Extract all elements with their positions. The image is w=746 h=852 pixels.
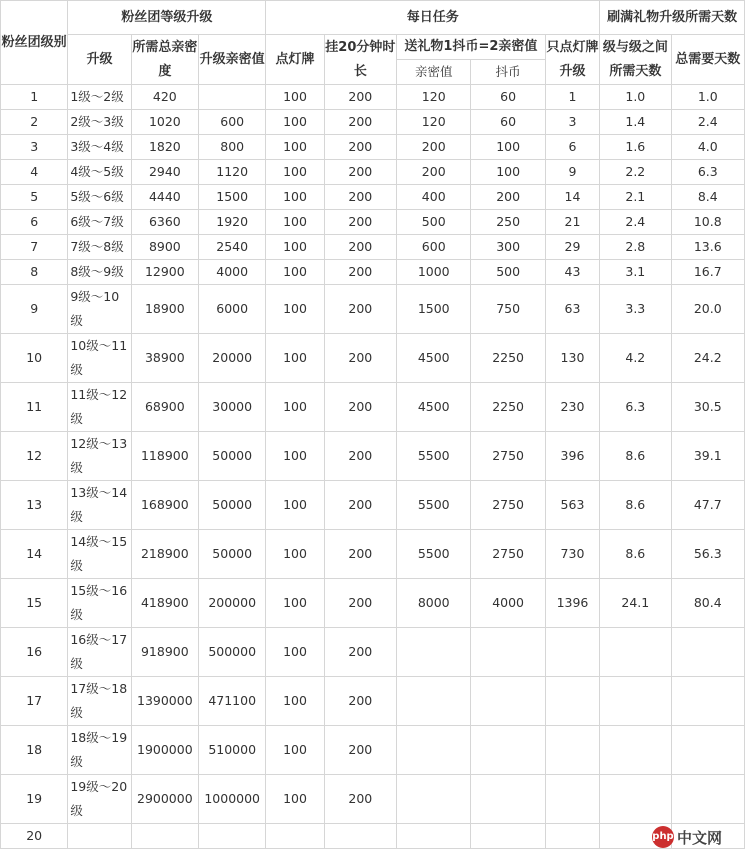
cell-douyin-coin: 250	[471, 210, 545, 235]
cell-days-between: 6.3	[600, 383, 671, 432]
cell-light-badge: 100	[266, 235, 324, 260]
cell-upgrade-intimacy: 6000	[199, 285, 266, 334]
cell-upgrade	[68, 824, 131, 849]
cell-douyin-coin	[471, 628, 545, 677]
cell-light-badge	[266, 824, 324, 849]
table-row	[1, 110, 745, 135]
cell-upgrade-intimacy: 510000	[199, 726, 266, 775]
cell-upgrade-intimacy: 20000	[199, 334, 266, 383]
cell-upgrade: 18级～19级	[68, 726, 131, 775]
table-row	[1, 481, 745, 530]
cell-hang-20min: 200	[324, 775, 396, 824]
cell-upgrade-intimacy: 1920	[199, 210, 266, 235]
cell-hang-20min: 200	[324, 628, 396, 677]
cell-only-light: 563	[545, 481, 599, 530]
cell-light-badge: 100	[266, 210, 324, 235]
header-light-badge: 点灯牌	[266, 35, 324, 85]
cell-level: 1	[1, 85, 68, 110]
cell-level: 20	[1, 824, 68, 849]
cell-only-light: 21	[545, 210, 599, 235]
cell-upgrade-intimacy: 50000	[199, 432, 266, 481]
php-cn-watermark	[652, 824, 744, 850]
header-days-between: 级与级之间所需天数	[600, 35, 671, 85]
cell-light-badge: 100	[266, 110, 324, 135]
cell-upgrade-intimacy: 1500	[199, 185, 266, 210]
cell-total-intimacy: 918900	[131, 628, 198, 677]
cell-total-intimacy	[131, 824, 198, 849]
cell-douyin-coin: 300	[471, 235, 545, 260]
cell-douyin-coin: 750	[471, 285, 545, 334]
cell-upgrade: 3级～4级	[68, 135, 131, 160]
cell-light-badge: 100	[266, 726, 324, 775]
cell-days-between: 8.6	[600, 530, 671, 579]
cell-upgrade: 14级～15级	[68, 530, 131, 579]
cell-hang-20min: 200	[324, 135, 396, 160]
cell-total-intimacy: 2940	[131, 160, 198, 185]
cell-days-between: 1.0	[600, 85, 671, 110]
cell-total-intimacy: 2900000	[131, 775, 198, 824]
cell-level: 15	[1, 579, 68, 628]
cell-total-days	[671, 726, 744, 775]
cell-upgrade-intimacy: 2540	[199, 235, 266, 260]
cell-days-between	[600, 677, 671, 726]
cell-intimacy-value: 500	[397, 210, 471, 235]
cell-total-days: 47.7	[671, 481, 744, 530]
cell-intimacy-value: 1000	[397, 260, 471, 285]
cell-total-days: 1.0	[671, 85, 744, 110]
cell-total-days: 30.5	[671, 383, 744, 432]
table-body	[1, 85, 745, 849]
cell-upgrade: 17级～18级	[68, 677, 131, 726]
cell-only-light: 14	[545, 185, 599, 210]
table-row	[1, 530, 745, 579]
table-row	[1, 285, 745, 334]
cell-level: 9	[1, 285, 68, 334]
cell-intimacy-value	[397, 628, 471, 677]
cell-light-badge: 100	[266, 677, 324, 726]
cell-hang-20min: 200	[324, 726, 396, 775]
cell-total-intimacy: 6360	[131, 210, 198, 235]
cell-intimacy-value: 1500	[397, 285, 471, 334]
cell-only-light	[545, 775, 599, 824]
cell-light-badge: 100	[266, 185, 324, 210]
cell-intimacy-value: 200	[397, 160, 471, 185]
cell-hang-20min: 200	[324, 110, 396, 135]
cell-total-intimacy: 4440	[131, 185, 198, 210]
cell-intimacy-value: 5500	[397, 481, 471, 530]
cell-upgrade: 12级～13级	[68, 432, 131, 481]
cell-total-days: 4.0	[671, 135, 744, 160]
table-row	[1, 726, 745, 775]
cell-upgrade-intimacy	[199, 824, 266, 849]
header-group-upgrade: 粉丝团等级升级	[68, 1, 266, 35]
table-row	[1, 85, 745, 110]
cell-upgrade-intimacy: 600	[199, 110, 266, 135]
table-row	[1, 579, 745, 628]
cell-upgrade-intimacy: 200000	[199, 579, 266, 628]
cell-total-days	[671, 775, 744, 824]
cell-hang-20min: 200	[324, 185, 396, 210]
cell-total-intimacy: 12900	[131, 260, 198, 285]
cell-hang-20min: 200	[324, 677, 396, 726]
table-row	[1, 135, 745, 160]
cell-total-intimacy: 8900	[131, 235, 198, 260]
cell-only-light: 130	[545, 334, 599, 383]
table-row	[1, 260, 745, 285]
cell-upgrade-intimacy: 1000000	[199, 775, 266, 824]
cell-days-between: 1.6	[600, 135, 671, 160]
table-row	[1, 628, 745, 677]
watermark-text: 中文网	[677, 828, 723, 847]
cell-light-badge: 100	[266, 481, 324, 530]
cell-only-light: 730	[545, 530, 599, 579]
cell-total-intimacy: 420	[131, 85, 198, 110]
cell-light-badge: 100	[266, 628, 324, 677]
cell-light-badge: 100	[266, 579, 324, 628]
cell-upgrade-intimacy: 471100	[199, 677, 266, 726]
cell-light-badge: 100	[266, 85, 324, 110]
cell-level: 2	[1, 110, 68, 135]
cell-intimacy-value: 4500	[397, 383, 471, 432]
cell-days-between: 2.4	[600, 210, 671, 235]
cell-upgrade-intimacy	[199, 85, 266, 110]
cell-intimacy-value	[397, 726, 471, 775]
cell-douyin-coin: 100	[471, 135, 545, 160]
cell-douyin-coin: 2250	[471, 383, 545, 432]
cell-total-days: 6.3	[671, 160, 744, 185]
cell-only-light	[545, 824, 599, 849]
cell-only-light: 230	[545, 383, 599, 432]
cell-upgrade: 13级～14级	[68, 481, 131, 530]
cell-only-light: 1396	[545, 579, 599, 628]
table-row	[1, 334, 745, 383]
table-row	[1, 383, 745, 432]
cell-total-days	[671, 677, 744, 726]
cell-upgrade-intimacy: 800	[199, 135, 266, 160]
cell-days-between: 8.6	[600, 481, 671, 530]
cell-hang-20min: 200	[324, 481, 396, 530]
cell-total-days: 56.3	[671, 530, 744, 579]
cell-douyin-coin: 2250	[471, 334, 545, 383]
cell-intimacy-value: 4500	[397, 334, 471, 383]
cell-level: 19	[1, 775, 68, 824]
cell-upgrade: 6级～7级	[68, 210, 131, 235]
cell-douyin-coin: 60	[471, 85, 545, 110]
cell-level: 4	[1, 160, 68, 185]
cell-douyin-coin: 2750	[471, 481, 545, 530]
cell-intimacy-value: 5500	[397, 530, 471, 579]
cell-total-intimacy: 38900	[131, 334, 198, 383]
cell-level: 14	[1, 530, 68, 579]
cell-upgrade: 2级～3级	[68, 110, 131, 135]
cell-hang-20min: 200	[324, 260, 396, 285]
cell-total-intimacy: 168900	[131, 481, 198, 530]
cell-light-badge: 100	[266, 334, 324, 383]
cell-total-intimacy: 68900	[131, 383, 198, 432]
cell-douyin-coin	[471, 775, 545, 824]
header-total-intimacy: 所需总亲密度	[131, 35, 198, 85]
table-row	[1, 185, 745, 210]
cell-days-between: 3.1	[600, 260, 671, 285]
cell-hang-20min: 200	[324, 160, 396, 185]
cell-upgrade: 4级～5级	[68, 160, 131, 185]
cell-level: 6	[1, 210, 68, 235]
cell-hang-20min: 200	[324, 235, 396, 260]
cell-hang-20min: 200	[324, 383, 396, 432]
cell-total-intimacy: 1390000	[131, 677, 198, 726]
table-row	[1, 432, 745, 481]
cell-days-between: 1.4	[600, 110, 671, 135]
cell-light-badge: 100	[266, 530, 324, 579]
cell-days-between: 4.2	[600, 334, 671, 383]
cell-light-badge: 100	[266, 260, 324, 285]
header-intimacy-value: 亲密值	[397, 60, 471, 85]
cell-total-days: 13.6	[671, 235, 744, 260]
cell-days-between: 2.1	[600, 185, 671, 210]
cell-level: 12	[1, 432, 68, 481]
cell-upgrade: 8级～9级	[68, 260, 131, 285]
table-row	[1, 235, 745, 260]
cell-light-badge: 100	[266, 775, 324, 824]
cell-douyin-coin: 2750	[471, 530, 545, 579]
cell-only-light	[545, 677, 599, 726]
cell-only-light: 396	[545, 432, 599, 481]
cell-only-light: 1	[545, 85, 599, 110]
cell-hang-20min: 200	[324, 432, 396, 481]
cell-upgrade: 11级～12级	[68, 383, 131, 432]
cell-douyin-coin	[471, 726, 545, 775]
cell-total-intimacy: 1900000	[131, 726, 198, 775]
cell-only-light	[545, 628, 599, 677]
header-group-gift: 刷满礼物升级所需天数	[600, 1, 745, 35]
header-douyin-coin: 抖币	[471, 60, 545, 85]
cell-days-between: 3.3	[600, 285, 671, 334]
header-only-light: 只点灯牌升级	[545, 35, 599, 85]
cell-douyin-coin: 60	[471, 110, 545, 135]
cell-light-badge: 100	[266, 135, 324, 160]
cell-intimacy-value: 8000	[397, 579, 471, 628]
cell-days-between	[600, 726, 671, 775]
cell-upgrade-intimacy: 50000	[199, 481, 266, 530]
cell-hang-20min: 200	[324, 334, 396, 383]
cell-upgrade-intimacy: 50000	[199, 530, 266, 579]
header-group-daily: 每日任务	[266, 1, 600, 35]
cell-total-days: 8.4	[671, 185, 744, 210]
table-row	[1, 775, 745, 824]
cell-hang-20min: 200	[324, 85, 396, 110]
cell-total-days: 20.0	[671, 285, 744, 334]
cell-douyin-coin: 4000	[471, 579, 545, 628]
cell-intimacy-value: 120	[397, 85, 471, 110]
cell-only-light: 29	[545, 235, 599, 260]
cell-total-intimacy: 418900	[131, 579, 198, 628]
cell-only-light: 63	[545, 285, 599, 334]
cell-intimacy-value: 5500	[397, 432, 471, 481]
cell-upgrade: 15级～16级	[68, 579, 131, 628]
cell-level: 13	[1, 481, 68, 530]
cell-level: 7	[1, 235, 68, 260]
cell-total-days: 39.1	[671, 432, 744, 481]
cell-level: 11	[1, 383, 68, 432]
cell-hang-20min: 200	[324, 285, 396, 334]
cell-upgrade: 16级～17级	[68, 628, 131, 677]
cell-light-badge: 100	[266, 160, 324, 185]
cell-level: 17	[1, 677, 68, 726]
cell-intimacy-value	[397, 824, 471, 849]
cell-total-days	[671, 628, 744, 677]
cell-only-light: 9	[545, 160, 599, 185]
cell-upgrade: 5级～6级	[68, 185, 131, 210]
cell-upgrade: 19级～20级	[68, 775, 131, 824]
cell-only-light	[545, 726, 599, 775]
cell-intimacy-value	[397, 775, 471, 824]
cell-light-badge: 100	[266, 285, 324, 334]
cell-only-light: 3	[545, 110, 599, 135]
cell-level: 18	[1, 726, 68, 775]
cell-days-between: 2.2	[600, 160, 671, 185]
table-row	[1, 210, 745, 235]
header-hang-20min: 挂20分钟时长	[324, 35, 396, 85]
header-upgrade-intimacy: 升级亲密值	[199, 35, 266, 85]
cell-level: 3	[1, 135, 68, 160]
table-row	[1, 824, 745, 849]
cell-hang-20min: 200	[324, 579, 396, 628]
table-row	[1, 677, 745, 726]
cell-intimacy-value: 120	[397, 110, 471, 135]
cell-douyin-coin: 2750	[471, 432, 545, 481]
cell-upgrade: 7级～8级	[68, 235, 131, 260]
header-upgrade: 升级	[68, 35, 131, 85]
cell-douyin-coin	[471, 824, 545, 849]
cell-only-light: 43	[545, 260, 599, 285]
cell-light-badge: 100	[266, 432, 324, 481]
cell-total-days: 80.4	[671, 579, 744, 628]
cell-douyin-coin: 200	[471, 185, 545, 210]
cell-total-intimacy: 118900	[131, 432, 198, 481]
cell-intimacy-value: 600	[397, 235, 471, 260]
cell-days-between: 8.6	[600, 432, 671, 481]
cell-upgrade-intimacy: 1120	[199, 160, 266, 185]
cell-douyin-coin: 500	[471, 260, 545, 285]
cell-days-between: 24.1	[600, 579, 671, 628]
cell-total-intimacy: 1820	[131, 135, 198, 160]
cell-days-between	[600, 775, 671, 824]
header-gift-rule: 送礼物1抖币=2亲密值	[397, 35, 546, 60]
cell-upgrade: 9级～10级	[68, 285, 131, 334]
cell-days-between: 2.8	[600, 235, 671, 260]
cell-hang-20min: 200	[324, 530, 396, 579]
header-level: 粉丝团级别	[1, 1, 68, 85]
cell-total-days: 24.2	[671, 334, 744, 383]
table-header	[1, 1, 745, 85]
cell-upgrade-intimacy: 4000	[199, 260, 266, 285]
table-row	[1, 160, 745, 185]
cell-light-badge: 100	[266, 383, 324, 432]
cell-total-days: 16.7	[671, 260, 744, 285]
cell-total-days: 2.4	[671, 110, 744, 135]
cell-total-intimacy: 1020	[131, 110, 198, 135]
cell-upgrade-intimacy: 500000	[199, 628, 266, 677]
cell-intimacy-value: 200	[397, 135, 471, 160]
cell-upgrade: 1级～2级	[68, 85, 131, 110]
cell-only-light: 6	[545, 135, 599, 160]
cell-total-intimacy: 18900	[131, 285, 198, 334]
cell-upgrade: 10级～11级	[68, 334, 131, 383]
cell-level: 16	[1, 628, 68, 677]
cell-intimacy-value: 400	[397, 185, 471, 210]
cell-hang-20min: 200	[324, 210, 396, 235]
cell-hang-20min	[324, 824, 396, 849]
cell-total-intimacy: 218900	[131, 530, 198, 579]
cell-douyin-coin: 100	[471, 160, 545, 185]
cell-total-days: 10.8	[671, 210, 744, 235]
cell-level: 8	[1, 260, 68, 285]
cell-days-between	[600, 628, 671, 677]
cell-intimacy-value	[397, 677, 471, 726]
cell-upgrade-intimacy: 30000	[199, 383, 266, 432]
header-total-days: 总需要天数	[671, 35, 744, 85]
cell-level: 5	[1, 185, 68, 210]
cell-level: 10	[1, 334, 68, 383]
php-logo-icon: php	[652, 826, 674, 848]
cell-douyin-coin	[471, 677, 545, 726]
